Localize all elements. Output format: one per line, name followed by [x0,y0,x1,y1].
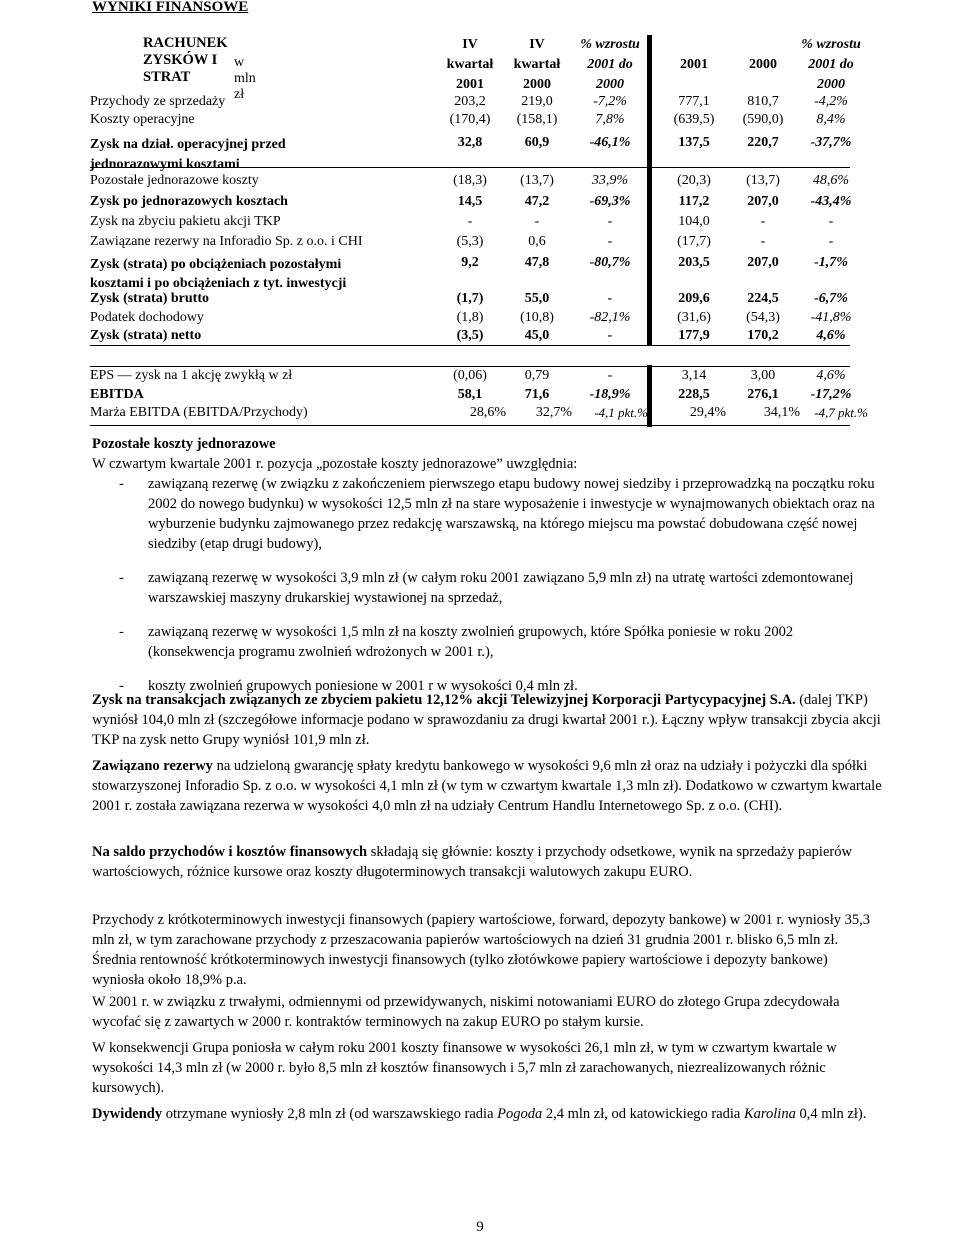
paragraph-euro: W 2001 r. w związku z trwałymi, odmiennymi od przewidywanych, niskimi notowaniami EURO do złotego Grupa zdecydowała wycofać się z zawartych w 2000 r. kontraktów terminowych na zakup EURO po stałym kursie. [92,994,840,1030]
col-header-growth-year: % wzrostu 2001 do 2000 [801,37,861,92]
page-number: 9 [476,1219,484,1235]
col-header-q4-2000: IV kwartał 2000 [513,37,561,92]
paragraph: W czwartym kwartale 2001 r. pozycja „pozostałe koszty jednorazowe” uwzględnia: [92,456,578,472]
section-title: WYNIKI FINANSOWE [92,0,249,15]
paragraph-tkp: Zysk na transakcjach związanych ze zbyciem pakietu 12,12% akcji Telewizyjnej Korporacji Partycypacyjnej S.A. (dalej TKP) wyniósł 104,0 mln zł (szczegółowe informacje podano w sprawozdaniu za drugi kwartał 2001 r.). Łączny wpływ transakcji zbycia akcji TKP na zysk netto Grupy wyniósł 101,9 mln zł. [92,692,881,748]
paragraph-provisions: Zawiązano rezerwy na udzieloną gwarancję spłaty kredytu bankowego w wysokości 9,6 mln zł oraz na udziały i pożyczki dla spółki stowarzyszonej Inforadio Sp. z o.o. w wysokości 4,1 mln zł (w tym w czwartym kwartale 1,3 mln zł). Dodatkowo w czwartym kwartale 2001 r. została zawiązana rezerwa w wysokości 4,0 mln zł na udziały Centrum Handlu Internetowego Sp. z o.o. (CHI). [92,758,882,814]
table-title: RACHUNEK ZYSKÓW I STRAT [143,35,228,85]
paragraph-heading: Pozostałe koszty jednorazowe [92,436,276,452]
paragraph-investments: Przychody z krótkoterminowych inwestycji finansowych (papiery wartościowe, forward, depozyty bankowe) w 2001 r. wyniosły 35,3 mln zł, w tym zarachowane przychody z przeszacowania papierów wartościowych na dzień 31 grudnia 2001 r. blisko 6,5 mln zł. Średnia rentowność krótkoterminowych inwestycji finansowych (tylko złotówkowe papiery wartościowe i depozyty bankowe) wyniosła około 18,9% p.a. [92,912,870,988]
table-unit: w mln zł [234,55,256,102]
section-one-time-costs [92,434,882,474]
col-header-2000: 2000 [749,57,777,72]
col-header-growth-q4: % wzrostu 2001 do 2000 [580,37,640,92]
paragraph-dividends: Dywidendy otrzymane wyniosły 2,8 mln zł (od warszawskiego radia Pogoda 2,4 mln zł, od katowickiego radia Karolina 0,4 mln zł). [92,1106,867,1122]
row-divider [90,366,850,367]
col-header-2001: 2001 [680,57,708,72]
list-item: - zawiązaną rezerwę (w związku z zakończeniem pierwszego etapu budowy nowej siedziby i przeprowadzką na początku roku 2002 do nowego budynku) w wysokości 12,5 mln zł na stare wyposażenie i inwestycje w wynajmowanych obiektach oraz na wyburzenie budynku zajmowanego przez redakcję warszawską, na którego miejscu ma powstać dobudowana część nowej siedziby (etap drugi budowy), [119,476,875,552]
list-item: - zawiązaną rezerwę w wysokości 3,9 mln zł (w całym roku 2001 zawiązano 5,9 mln zł) na utratę wartości zdemontowanej warszawskiej maszyny drukarskiej wystawionej na sprzedaż, [119,570,854,606]
row-divider [90,345,850,346]
row-divider [90,425,850,426]
list-item: - koszty zwolnień grupowych poniesione w 2001 r w wysokości 0,4 mln zł. [119,678,578,694]
bullet-list [92,474,882,696]
list-item: - zawiązaną rezerwę w wysokości 1,5 mln zł na koszty zwolnień grupowych, które Spółka poniesie w roku 2002 (konsekwencja programu zwolnień wdrożonych w 2001 r.), [119,624,794,660]
col-header-q4-2001: IV kwartał 2001 [446,37,494,92]
paragraph-financial-balance: Na saldo przychodów i kosztów finansowych składają się głównie: koszty i przychody odsetkowe, wynik na sprzedaży papierów wartościowych, różnice kursowe oraz koszty długoterminowych transakcji walutowych zakupu EURO. [92,844,852,880]
paragraph-costs: W konsekwencji Grupa poniosła w całym roku 2001 koszty finansowe w wysokości 26,1 mln zł, w tym w czwartym kwartale w wysokości 14,3 mln zł (w 2000 r. było 8,5 mln zł kosztów finansowych i 5,7 mln zł zarachowanych, niezrealizowanych różnic kursowych). [92,1040,837,1096]
